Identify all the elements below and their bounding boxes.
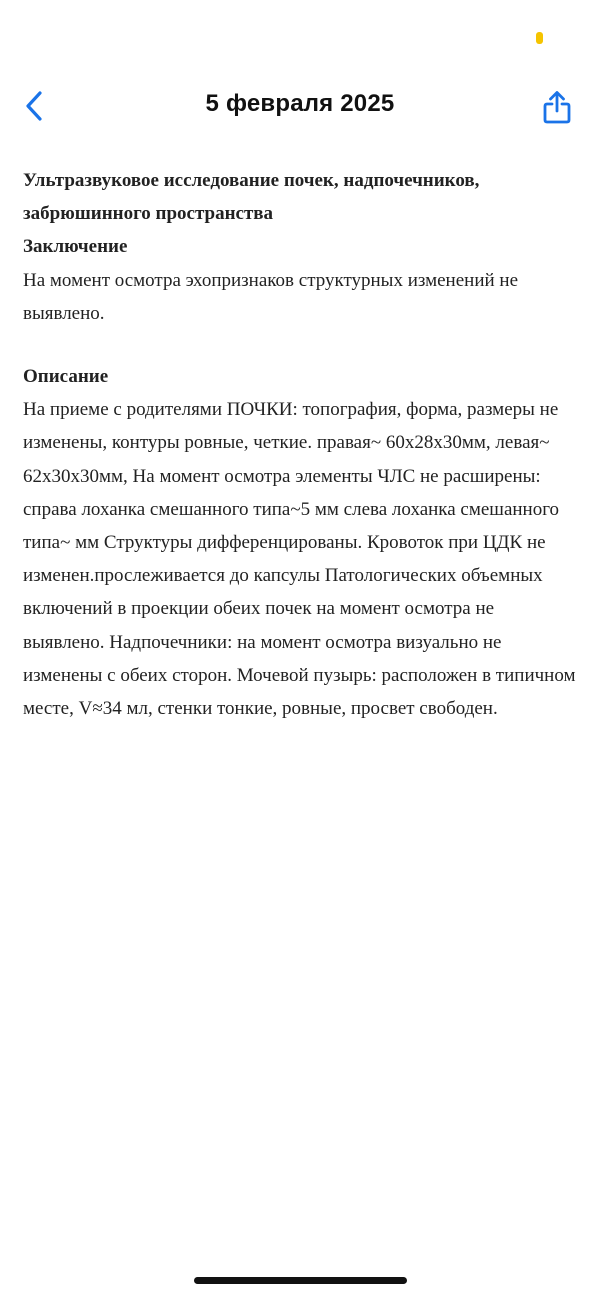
- study-title: Ультразвуковое исследование почек, надпочечников, забрюшинного пространства: [23, 170, 480, 225]
- status-bar: [0, 0, 600, 70]
- section-spacer: [23, 330, 579, 360]
- description-heading: Описание: [23, 366, 109, 388]
- chevron-left-icon: [23, 90, 45, 122]
- back-button[interactable]: [14, 86, 54, 126]
- navigation-bar: [0, 80, 600, 134]
- home-indicator[interactable]: [194, 1277, 407, 1284]
- share-icon: [542, 90, 572, 124]
- share-button[interactable]: [536, 86, 578, 128]
- conclusion-heading: Заключение: [23, 236, 128, 258]
- page-title: 5 февраля 2025: [205, 90, 395, 117]
- conclusion-text: На момент осмотра эхопризнаков структурных изменений не выявлено.: [23, 269, 519, 324]
- description-text: На приеме с родителями ПОЧКИ: топография, форма, размеры не изменены, контуры ровные, четкие. правая~ 60х28х30мм, левая~ 62х30х30мм, На момент осмотра элементы ЧЛС не расширены: справа лоханка смешанного типа~5 мм слева лоханка смешанного типа~ мм Структуры дифференцированы. Кровоток при ЦДК не изменен.прослеживается до капсулы Патологических объемных включений в проекции обеих почек на момент осмотра не выявлено. Надпочечники: на момент осмотра визуально не изменены с обеих сторон. Мочевой пузырь: расположен в типичном месте, V≈34 мл, стенки тонкие, ровные, просвет свободен.: [23, 399, 576, 720]
- status-indicator-dot: [536, 32, 543, 44]
- report-content: [23, 164, 579, 725]
